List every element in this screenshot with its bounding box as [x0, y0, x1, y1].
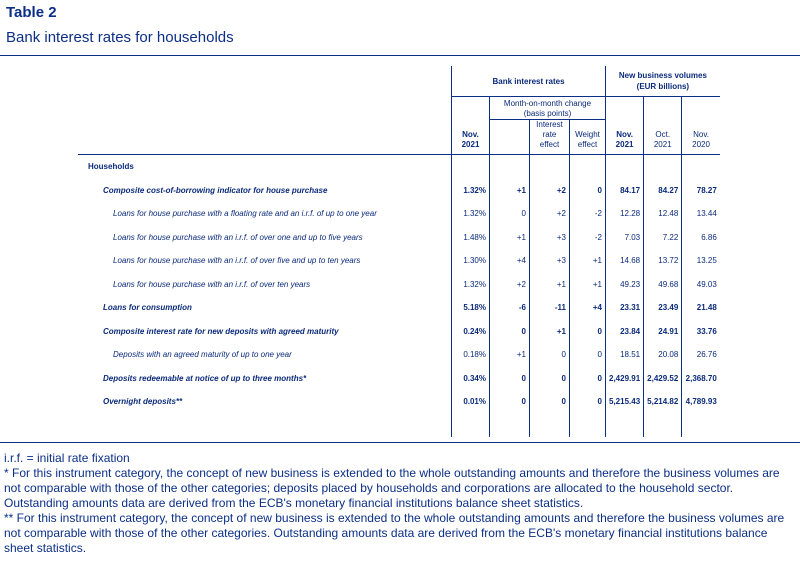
cell-rate: 0.34% — [452, 367, 490, 391]
cell-weight-effect: -2 — [570, 202, 606, 226]
table-row — [78, 390, 720, 414]
col-nb-nov-2021: Nov. 2021 — [606, 120, 644, 153]
cell-interest-effect: +1 — [530, 320, 570, 344]
cell-mom: 0 — [490, 367, 530, 391]
section-label: Households — [88, 162, 134, 172]
cell-interest-effect: +2 — [530, 179, 570, 203]
cell-interest-effect: 0 — [530, 343, 570, 367]
cell-rate: 1.32% — [452, 273, 490, 297]
cell-mom: 0 — [490, 390, 530, 414]
cell-nb-nov-2021: 12.28 — [606, 202, 644, 226]
cell-weight-effect: 0 — [570, 343, 606, 367]
cell-interest-effect: +1 — [530, 273, 570, 297]
cell-rate: 1.48% — [452, 226, 490, 250]
row-label: Loans for house purchase with an i.r.f. of over five and up to ten years — [113, 256, 361, 266]
cell-nb-oct-2021: 23.49 — [644, 296, 682, 320]
header-mom-change: Month-on-month change (basis points) — [490, 97, 606, 120]
cell-mom: +4 — [490, 249, 530, 273]
cell-nb-nov-2021: 5,215.43 — [606, 390, 644, 414]
cell-rate: 0.18% — [452, 343, 490, 367]
row-label: Overnight deposits** — [103, 397, 183, 407]
footnotes — [4, 451, 796, 556]
cell-interest-effect: 0 — [530, 390, 570, 414]
table-row — [78, 202, 720, 226]
cell-mom: 0 — [490, 202, 530, 226]
col-nb-nov-2020: Nov. 2020 — [682, 120, 720, 153]
cell-nb-nov-2021: 84.17 — [606, 179, 644, 203]
bottom-divider — [0, 442, 800, 443]
table-row — [78, 296, 720, 320]
cell-weight-effect: +1 — [570, 249, 606, 273]
cell-weight-effect: +4 — [570, 296, 606, 320]
row-label: Loans for house purchase with a floating rate and an i.r.f. of up to one year — [113, 209, 377, 219]
cell-nb-nov-2020: 49.03 — [682, 273, 720, 297]
row-label: Loans for consumption — [103, 303, 192, 313]
cell-mom: +1 — [490, 343, 530, 367]
cell-nb-oct-2021: 7.22 — [644, 226, 682, 250]
cell-nb-oct-2021: 49.68 — [644, 273, 682, 297]
cell-rate: 1.32% — [452, 179, 490, 203]
table-row — [78, 320, 720, 344]
cell-nb-nov-2021: 7.03 — [606, 226, 644, 250]
col-nb-oct-2021: Oct. 2021 — [644, 120, 682, 153]
cell-nb-nov-2020: 21.48 — [682, 296, 720, 320]
row-label: Composite cost-of-borrowing indicator for house purchase — [103, 185, 328, 195]
interest-rates-table — [78, 66, 720, 437]
table-row — [78, 226, 720, 250]
table-row — [78, 367, 720, 391]
cell-weight-effect: +1 — [570, 273, 606, 297]
cell-mom: 0 — [490, 320, 530, 344]
cell-nb-nov-2021: 18.51 — [606, 343, 644, 367]
cell-weight-effect: 0 — [570, 179, 606, 203]
cell-nb-nov-2021: 23.84 — [606, 320, 644, 344]
top-divider — [0, 55, 800, 56]
cell-interest-effect: +3 — [530, 249, 570, 273]
row-label: Deposits with an agreed maturity of up to one year — [113, 350, 292, 360]
cell-weight-effect: 0 — [570, 320, 606, 344]
cell-interest-effect: +2 — [530, 202, 570, 226]
cell-weight-effect: 0 — [570, 390, 606, 414]
cell-nb-nov-2021: 2,429.91 — [606, 367, 644, 391]
cell-weight-effect: 0 — [570, 367, 606, 391]
cell-interest-effect: 0 — [530, 367, 570, 391]
table-subtitle: Bank interest rates for households — [6, 29, 234, 46]
cell-nb-nov-2020: 2,368.70 — [682, 367, 720, 391]
table-row — [78, 249, 720, 273]
cell-nb-oct-2021: 13.72 — [644, 249, 682, 273]
cell-nb-nov-2020: 33.76 — [682, 320, 720, 344]
table-row — [78, 179, 720, 203]
col-nov-2021: Nov. 2021 — [452, 120, 490, 153]
cell-interest-effect: +3 — [530, 226, 570, 250]
cell-nb-oct-2021: 24.91 — [644, 320, 682, 344]
col-weight-effect: Weight effect — [570, 120, 606, 153]
cell-rate: 1.30% — [452, 249, 490, 273]
cell-nb-nov-2020: 78.27 — [682, 179, 720, 203]
cell-nb-nov-2021: 14.68 — [606, 249, 644, 273]
cell-nb-nov-2020: 4,789.93 — [682, 390, 720, 414]
cell-nb-oct-2021: 20.08 — [644, 343, 682, 367]
cell-mom: +1 — [490, 179, 530, 203]
cell-mom: +1 — [490, 226, 530, 250]
row-label: Composite interest rate for new deposits with agreed maturity — [103, 326, 339, 336]
cell-nb-oct-2021: 2,429.52 — [644, 367, 682, 391]
header-new-business: New business volumes (EUR billions) — [606, 66, 720, 97]
cell-nb-nov-2020: 13.25 — [682, 249, 720, 273]
cell-rate: 1.32% — [452, 202, 490, 226]
cell-rate: 5.18% — [452, 296, 490, 320]
cell-weight-effect: -2 — [570, 226, 606, 250]
cell-interest-effect: -11 — [530, 296, 570, 320]
footnote-star: * For this instrument category, the concept of new business is extended to the whole outstanding amounts and therefore the business volumes are not comparable with those of the other categories; deposits placed by households and corporations are allocated to the household sector. Outstanding amounts data are derived from the ECB's monetary financial institutions balance sheet statistics. — [4, 466, 780, 510]
row-label: Loans for house purchase with an i.r.f. of over ten years — [113, 279, 311, 289]
cell-nb-nov-2021: 49.23 — [606, 273, 644, 297]
cell-nb-oct-2021: 12.48 — [644, 202, 682, 226]
table-title: Table 2 — [6, 4, 57, 21]
header-bank-rates: Bank interest rates — [452, 66, 606, 97]
table-row — [78, 273, 720, 297]
cell-mom: +2 — [490, 273, 530, 297]
row-label: Deposits redeemable at notice of up to three months* — [103, 373, 307, 383]
cell-nb-nov-2020: 26.76 — [682, 343, 720, 367]
cell-nb-nov-2020: 6.86 — [682, 226, 720, 250]
cell-nb-oct-2021: 5,214.82 — [644, 390, 682, 414]
table-row — [78, 155, 720, 179]
table-row — [78, 343, 720, 367]
cell-nb-nov-2020: 13.44 — [682, 202, 720, 226]
footnote-irf: i.r.f. = initial rate fixation — [4, 451, 130, 465]
cell-nb-nov-2021: 23.31 — [606, 296, 644, 320]
cell-rate: 0.01% — [452, 390, 490, 414]
cell-nb-oct-2021: 84.27 — [644, 179, 682, 203]
cell-rate: 0.24% — [452, 320, 490, 344]
cell-mom: -6 — [490, 296, 530, 320]
col-interest-rate-effect: Interest rate effect — [530, 120, 570, 153]
footnote-double-star: ** For this instrument category, the concept of new business is extended to the whole outstanding amounts and therefore the business volumes are not comparable with those of the other categories. Outstanding amounts data are derived from the ECB's monetary financial institutions balance sheet statistics. — [4, 511, 785, 555]
row-label: Loans for house purchase with an i.r.f. of over one and up to five years — [113, 232, 363, 242]
